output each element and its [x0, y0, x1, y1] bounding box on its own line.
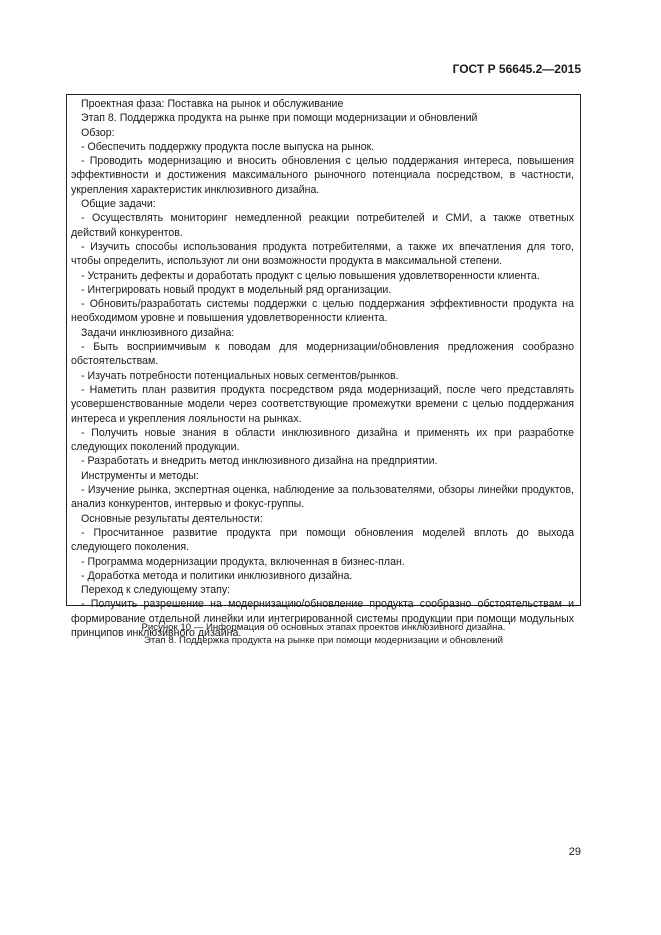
section-heading-tools: Инструменты и методы: — [81, 469, 199, 482]
section-heading-inclusive-tasks: Задачи инклюзивного дизайна: — [81, 326, 235, 339]
caption-line-2: Этап 8. Поддержка продукта на рынке при помощи модернизации и обновлений — [143, 635, 504, 646]
list-item: - Устранить дефекты и доработать продукт с целью повышения удовлетворенности клиента. — [81, 269, 540, 282]
figure-caption — [66, 621, 581, 647]
standard-code: ГОСТ Р 56645.2—2015 — [452, 62, 581, 76]
caption-line-1: Рисунок 10 — Информация об основных этапах проектов инклюзивного дизайна. — [141, 622, 506, 633]
section-heading-overview: Обзор: — [81, 126, 115, 139]
list-item: - Осуществлять мониторинг немедленной реакции потребителей и СМИ, а также ответных действий конкурентов. — [71, 212, 574, 239]
section-heading-general-tasks: Общие задачи: — [81, 198, 156, 211]
list-item: - Получить новые знания в области инклюзивного дизайна и применять их при разработке следующих поколений продукции. — [71, 426, 574, 454]
section-heading-next-stage: Переход к следующему этапу: — [81, 584, 231, 597]
list-item: - Получить разрешение на модернизацию/обновление продукта сообразно обстоятельствам и формирование отдельной линейки или интегрированной системы продукции при помощи модульных принципов инклюзивного дизайна. — [71, 598, 574, 639]
list-item: - Разработать и внедрить метод инклюзивного дизайна на предприятии. — [81, 455, 438, 468]
list-item: - Изучить способы использования продукта потребителями, а также их впечатления для того, чтобы определить, используют ли они возможности продукта в максимальной степени. — [71, 240, 574, 268]
list-item: - Доработка метода и политики инклюзивного дизайна. — [81, 569, 353, 582]
list-item: - Проводить модернизацию и вносить обновления с целью поддержания интереса, повышения эффективности и достижения максимального рыночного потенциала посредством, в частности, укрепления характеристик инклюзивного дизайна. — [71, 155, 574, 196]
list-item: - Обновить/разработать системы поддержки с целью поддержания эффективности продукта на необходимом уровне и повышения удовлетворенности клиента. — [71, 298, 574, 325]
list-item: - Интегрировать новый продукт в модельный ряд организации. — [81, 283, 392, 296]
list-item: - Быть восприимчивым к поводам для модернизации/обновления предложения сообразно обстоятельствам. — [71, 341, 574, 368]
page-number: 29 — [568, 846, 581, 858]
list-item: - Изучать потребности потенциальных новых сегментов/рынков. — [81, 369, 399, 382]
stage-title: Этап 8. Поддержка продукта на рынке при помощи модернизации и обновлений — [81, 112, 478, 125]
list-item: - Просчитанное развитие продукта при помощи обновления моделей вплоть до выхода следующего поколения. — [71, 526, 574, 554]
list-item: - Наметить план развития продукта посредством ряда модернизаций, после чего представлять усовершенствованные модели через соответствующие промежутки времени с целью поддержания интереса и укрепления лояльности на рынках. — [71, 383, 574, 425]
phase-title: Проектная фаза: Поставка на рынок и обслуживание — [81, 98, 344, 110]
list-item: - Обеспечить поддержку продукта после выпуска на рынок. — [81, 140, 375, 153]
list-item: - Программа модернизации продукта, включенная в бизнес-план. — [81, 555, 405, 568]
list-item: - Изучение рынка, экспертная оценка, наблюдение за пользователями, обзоры линейки продуктов, анализ конкурентов, интервью и фокус-группы. — [71, 484, 574, 511]
figure-text — [71, 97, 574, 640]
section-heading-results: Основные результаты деятельности: — [81, 512, 263, 525]
